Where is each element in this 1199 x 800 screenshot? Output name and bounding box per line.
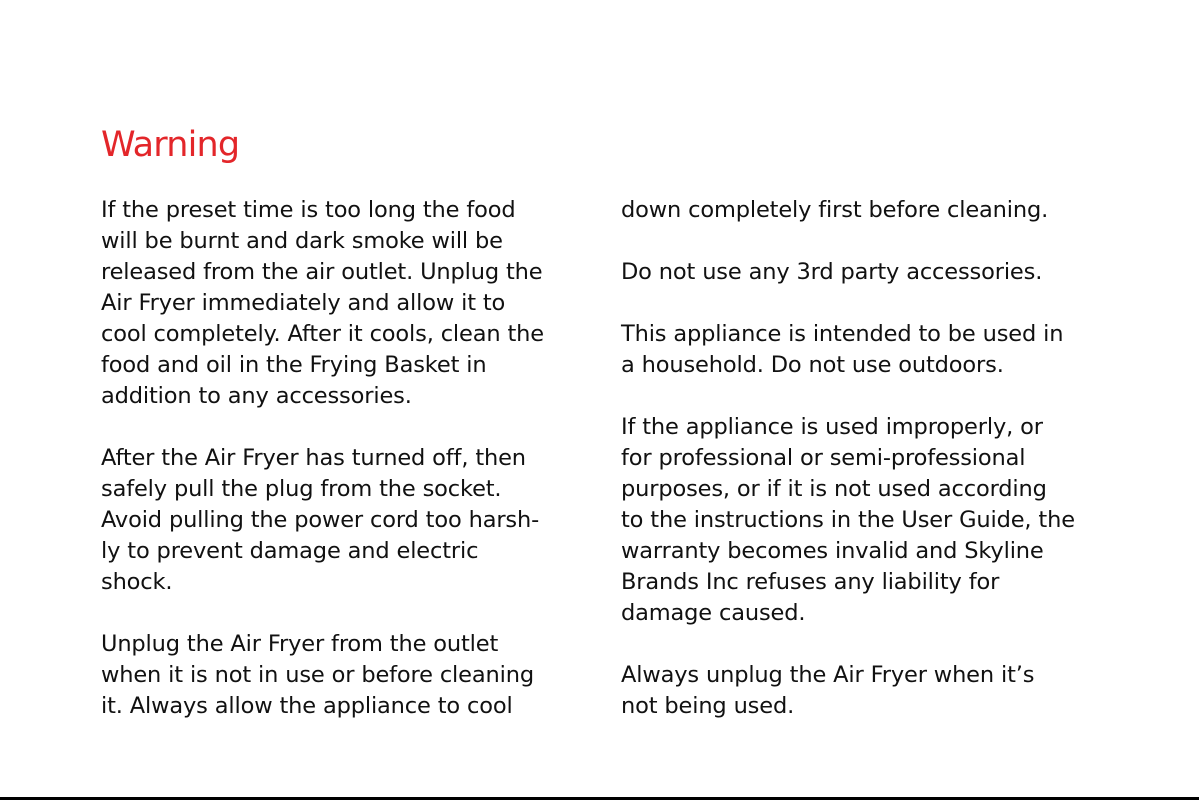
- paragraph-line: Unplug the Air Fryer from the outlet: [101, 631, 499, 657]
- page-title: Warning: [101, 125, 240, 165]
- paragraph-line: Always unplug the Air Fryer when it’s: [621, 662, 1035, 688]
- paragraph-cool-down: [621, 195, 1121, 226]
- paragraph-line: to the instructions in the User Guide, the: [621, 507, 1075, 533]
- paragraph-line: Do not use any 3rd party accessories.: [621, 259, 1043, 285]
- paragraph-line: If the appliance is used improperly, or: [621, 414, 1043, 440]
- paragraph-line: Avoid pulling the power cord too harsh-: [101, 507, 540, 533]
- paragraph-line: cool completely. After it cools, clean the: [101, 321, 544, 347]
- paragraph-line: After the Air Fryer has turned off, then: [101, 445, 526, 471]
- paragraph-line: damage caused.: [621, 600, 806, 626]
- paragraph-line: Air Fryer immediately and allow it to: [101, 290, 506, 316]
- paragraph-line: addition to any accessories.: [101, 383, 412, 409]
- paragraph-line: purposes, or if it is not used according: [621, 476, 1047, 502]
- paragraph-line: will be burnt and dark smoke will be: [101, 228, 503, 254]
- paragraph-line: If the preset time is too long the food: [101, 197, 516, 223]
- paragraph-line: down completely first before cleaning.: [621, 197, 1049, 223]
- paragraph-preset-time: [101, 195, 581, 412]
- paragraph-line: Brands Inc refuses any liability for: [621, 569, 1000, 595]
- paragraph-line: not being used.: [621, 693, 795, 719]
- right-column: [621, 195, 1121, 753]
- paragraph-line: warranty becomes invalid and Skyline: [621, 538, 1044, 564]
- paragraph-household: [621, 319, 1121, 381]
- paragraph-always-unplug: [621, 660, 1121, 722]
- paragraph-line: a household. Do not use outdoors.: [621, 352, 1004, 378]
- paragraph-line: shock.: [101, 569, 173, 595]
- paragraph-line: it. Always allow the appliance to cool: [101, 693, 513, 719]
- paragraph-line: food and oil in the Frying Basket in: [101, 352, 487, 378]
- paragraph-line: This appliance is intended to be used in: [621, 321, 1064, 347]
- paragraph-turned-off: [101, 443, 581, 598]
- paragraph-line: safely pull the plug from the socket.: [101, 476, 502, 502]
- paragraph-line: ly to prevent damage and electric: [101, 538, 479, 564]
- paragraph-warranty: [621, 412, 1121, 629]
- paragraph-unplug-outlet: [101, 629, 581, 722]
- paragraph-line: when it is not in use or before cleaning: [101, 662, 534, 688]
- left-column: [101, 195, 581, 753]
- paragraph-accessories: [621, 257, 1121, 288]
- paragraph-line: released from the air outlet. Unplug the: [101, 259, 543, 285]
- paragraph-line: for professional or semi-professional: [621, 445, 1026, 471]
